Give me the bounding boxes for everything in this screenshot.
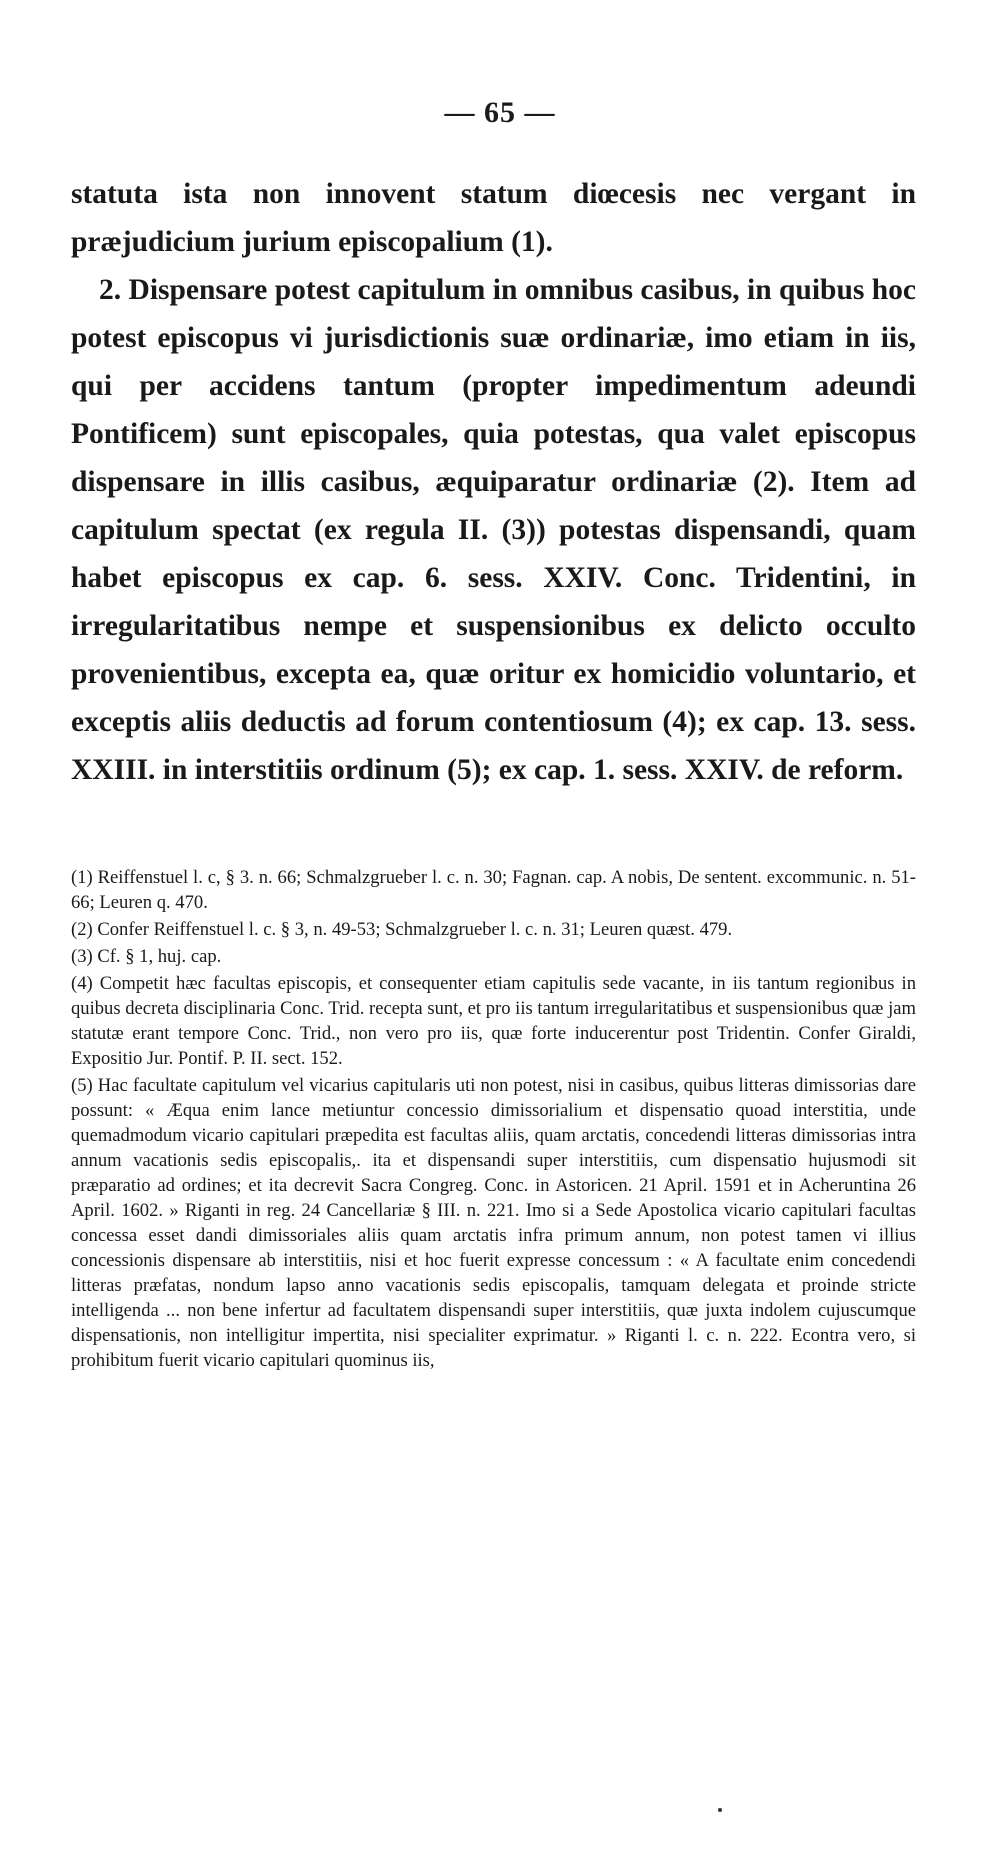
paragraph-continuation: statuta ista non innovent statum diœcesis nec vergant in præjudicium jurium episcopalium (1).	[71, 178, 916, 258]
main-text-block	[71, 170, 916, 794]
footnote-5: (5) Hac facultate capitulum vel vicarius capitularis uti non potest, nisi in casibus, quibus litteras dimissorias dare possunt: « Æqua enim lance metiuntur concessio dimissorialium et dispensatio quoad interstitia, unde quemadmodum vicario capitulari præpedita est facultas aliis, quam arctatis, concedendi litteras dimissorias intra annum vacationis sedis episcopalis,. ita et dispensandi super interstitiis, cum dispensatio hujusmodi sit præparatio ad ordines; et ita decrevit Sacra Congreg. Conc. in Astoricen. 21 April. 1591 et in Acheruntina 26 April. 1602. » Riganti in reg. 24 Cancellariæ § III. n. 221. Imo si a Sede Apostolica vicario capitulari facultas concessa esset dandi dimissoriales aliis quam arctatis infra primum annum, non potest tamen vi illius concessionis dispensare ab interstitiis, nisi et hoc fuerit expresse concessum : « A facultate enim concedendi litteras præfatas, nondum lapso anno vacationis sedis episcopalis, tamquam delegata et proinde stricte intelligenda ... non bene infertur ad facultatem dispensandi super interstitiis, quæ juxta indolem cujuscumque dispensationis, non intelligitur impertita, nisi specialiter exprimatur. » Riganti l. c. n. 222. Econtra vero, si prohibitum fuerit vicario capitulari quominus iis,	[71, 1075, 916, 1371]
footnote-2: (2) Confer Reiffenstuel l. c. § 3, n. 49-53; Schmalzgrueber l. c. n. 31; Leuren quæst. 479.	[71, 919, 733, 940]
footnote-1: (1) Reiffenstuel l. c, § 3. n. 66; Schmalzgrueber l. c. n. 30; Fagnan. cap. A nobis, De sentent. excommunic. n. 51-66; Leuren q. 470.	[71, 867, 916, 913]
footnote-3: (3) Cf. § 1, huj. cap.	[71, 946, 222, 967]
footnotes	[71, 865, 916, 1375]
paragraph-numbered: 2. Dispensare potest capitulum in omnibus casibus, in quibus hoc potest episcopus vi jurisdictionis suæ ordinariæ, imo etiam in iis, qui per accidens tantum (propter impedimentum adeundi Pontificem) sunt episcopales, quia potestas, qua valet episcopus dispensare in illis casibus, æquiparatur ordinariæ (2). Item ad capitulum spectat (ex regula II. (3)) potestas dispensandi, quam habet episcopus ex cap. 6. sess. XXIV. Conc. Tridentini, in irregularitatibus nempe et suspensionibus ex delicto occulto provenientibus, excepta ea, quæ oritur ex homicidio voluntario, et exceptis aliis deductis ad forum contentiosum (4); ex cap. 13. sess. XXIII. in interstitiis ordinum (5); ex cap. 1. sess. XXIV. de reform.	[71, 274, 916, 786]
page-number: — 65 —	[444, 96, 556, 129]
scan-artifact-dot	[718, 1808, 722, 1812]
footnote-4: (4) Competit hæc facultas episcopis, et consequenter etiam capitulis sede vacante, in iis tantum regionibus in quibus decreta disciplinaria Conc. Trid. recepta sunt, et pro iis tantum irregularitatibus et suspensionibus quæ jam statutæ erant tempore Conc. Trid., non vero pro iis, quæ forte inducerentur post Tridentin. Confer Giraldi, Expositio Jur. Pontif. P. II. sect. 152.	[71, 973, 916, 1069]
